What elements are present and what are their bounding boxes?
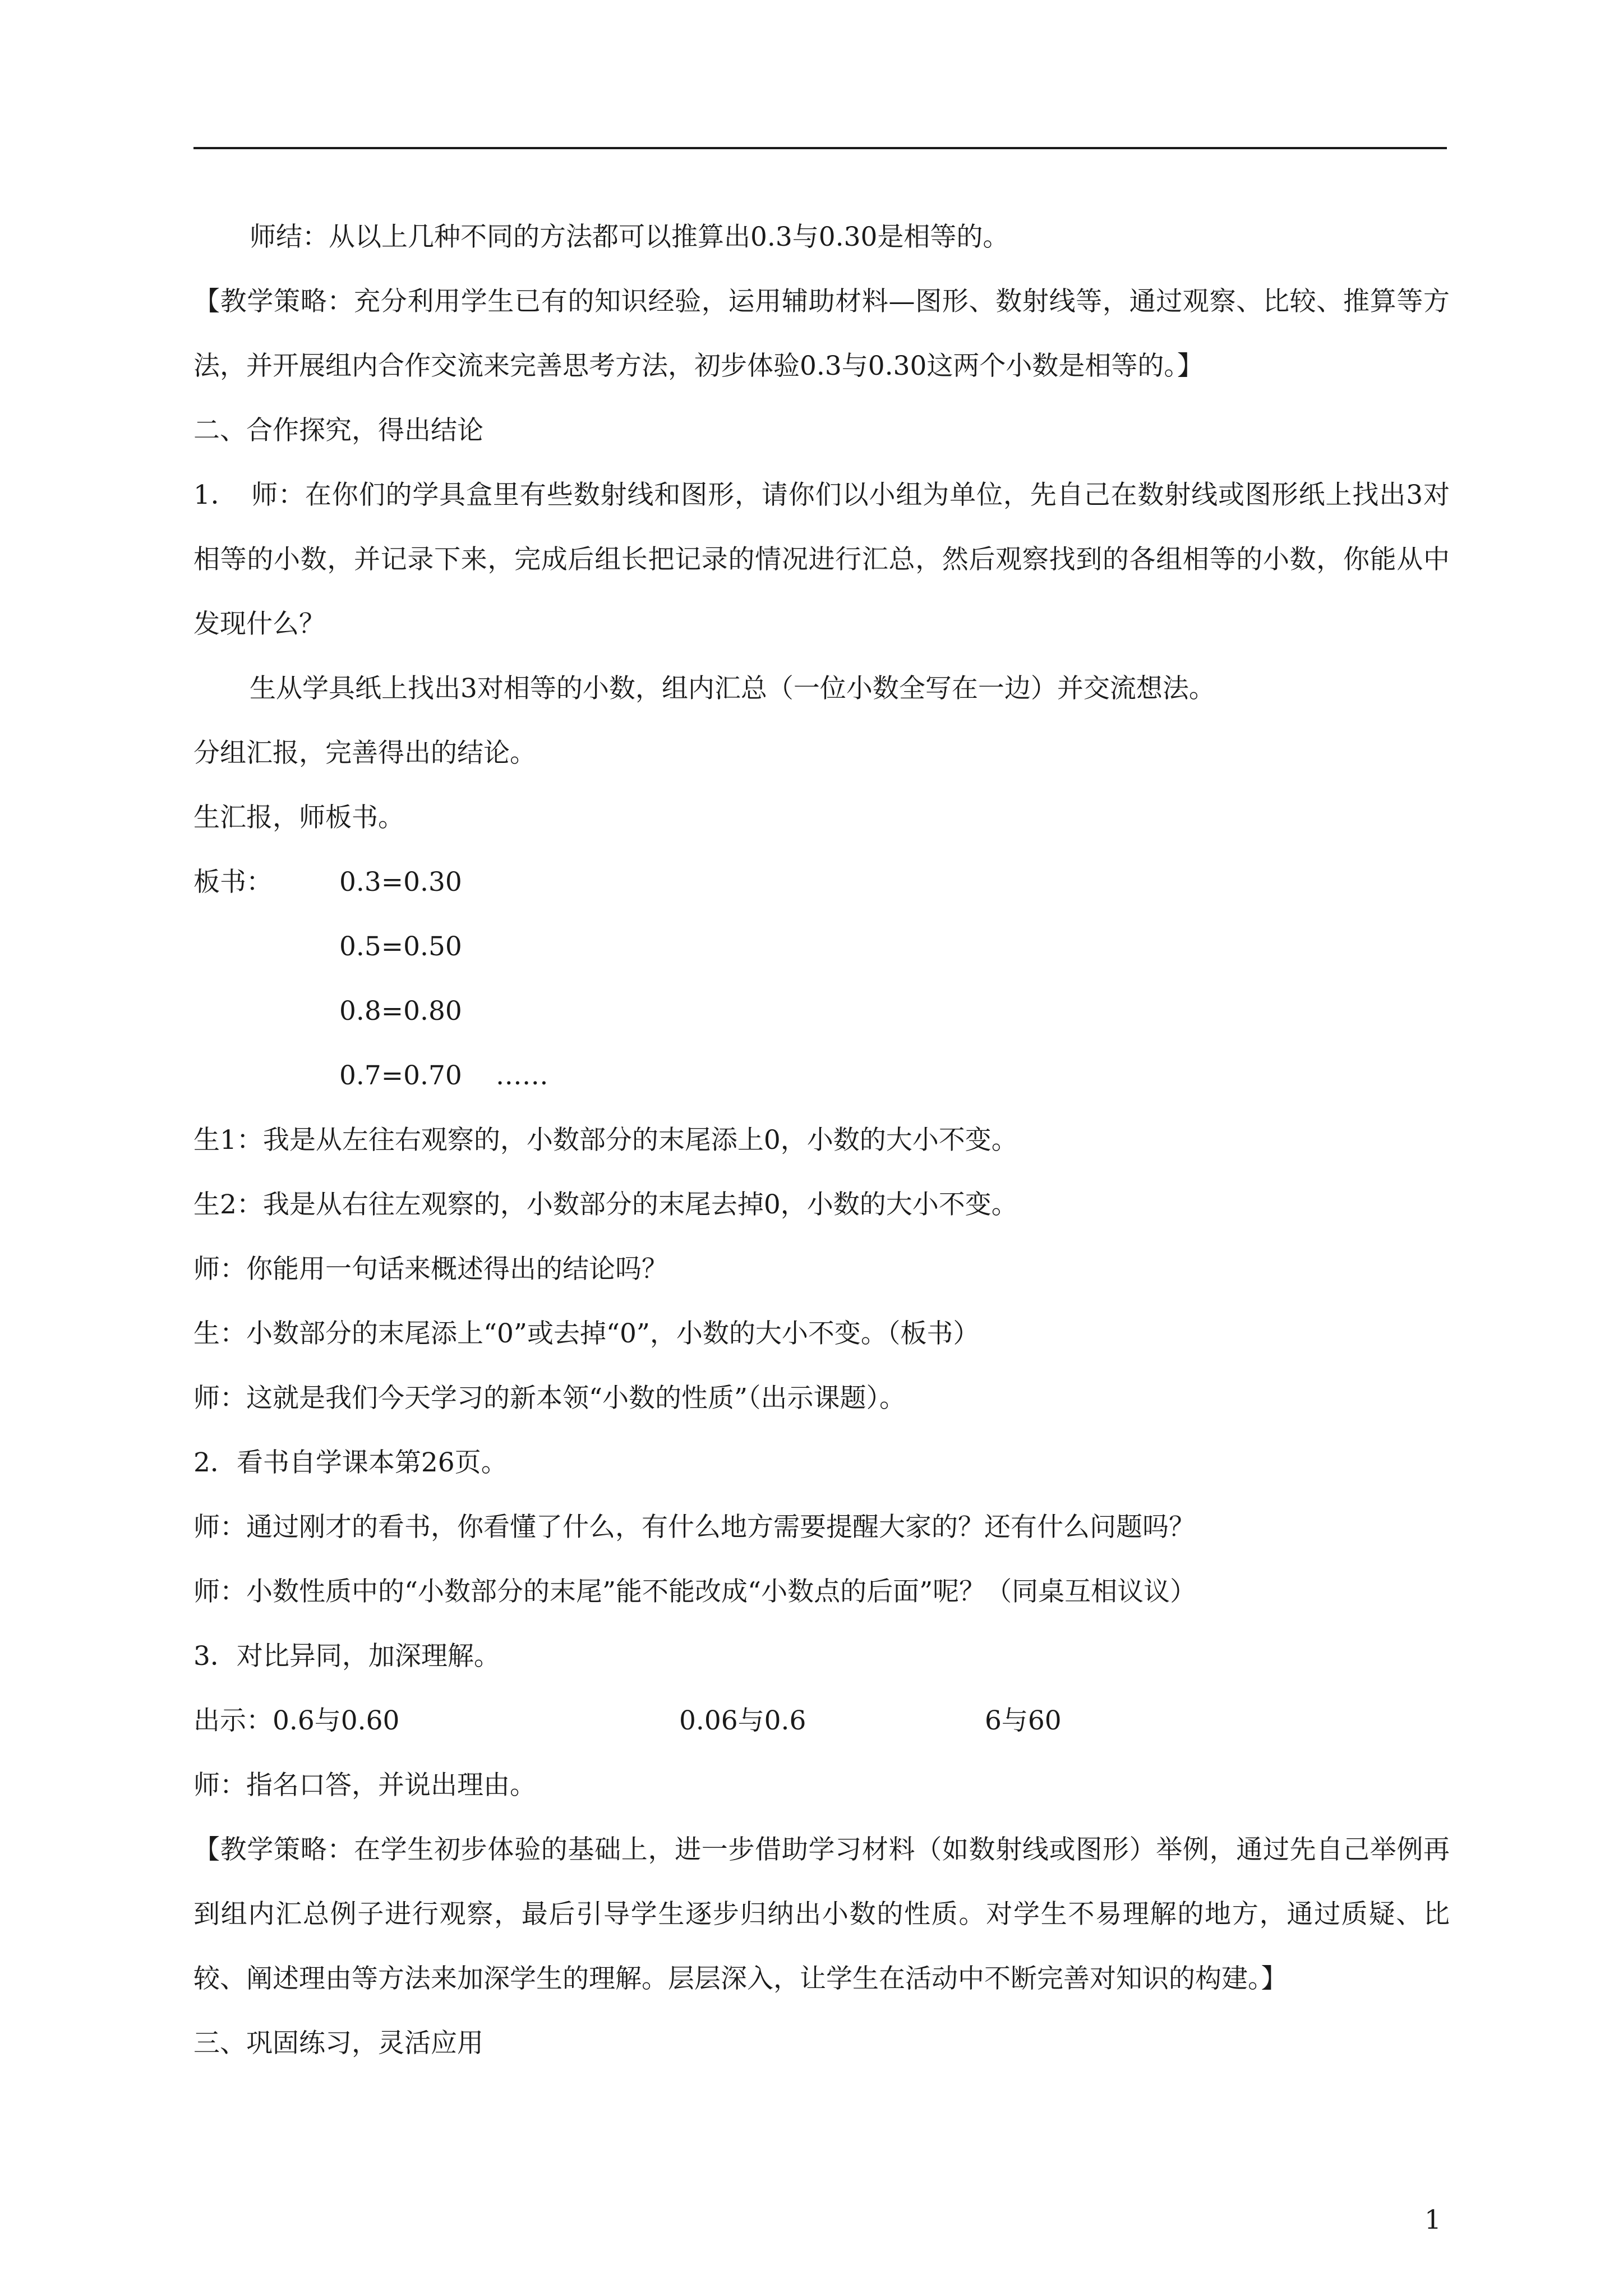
- board-equation: 0.5=0.50: [339, 931, 462, 962]
- board-label: 板书：: [193, 867, 273, 898]
- paragraph-teacher-topic: 师：这就是我们今天学习的新本领“小数的性质”（出示课题）。: [193, 1383, 906, 1414]
- board-row-2: [193, 914, 1450, 979]
- show-item: 0.06与0.6: [679, 1705, 806, 1736]
- paragraph-board-intro: 生汇报，师板书。: [193, 802, 404, 833]
- board-row-3: [193, 979, 1450, 1043]
- document-body: [193, 205, 1450, 2076]
- paragraph-teacher-question: 师：你能用一句话来概述得出的结论吗？: [193, 1254, 668, 1285]
- board-row-4: [193, 1043, 1450, 1108]
- header-rule: [193, 147, 1447, 149]
- show-label: 出示：: [193, 1705, 273, 1736]
- show-row: [193, 1688, 1450, 1753]
- board-equation: 0.7=0.70: [339, 1060, 462, 1091]
- paragraph-group-report: 分组汇报，完善得出的结论。: [193, 738, 536, 769]
- board-ellipsis: ……: [495, 1060, 548, 1091]
- board-equation: 0.3=0.30: [339, 867, 462, 898]
- paragraph-teacher-summary: 师结：从以上几种不同的方法都可以推算出0.3与0.30是相等的。: [250, 222, 1009, 252]
- paragraph-strategy-2: 【教学策略：在学生初步体验的基础上，进一步借助学习材料（如数射线或图形）举例，通过先自己举例再到组内汇总例子进行观察，最后引导学生逐步归纳出小数的性质。对学生不易理解的地方，通过质疑、比较、阐述理由等方法来加深学生的理解。层层深入，让学生在活动中不断完善对知识的构建。】: [193, 1834, 1450, 1994]
- paragraph-student-2: 生2：我是从右往左观察的，小数部分的末尾去掉0，小数的大小不变。: [193, 1189, 1018, 1220]
- board-row-1: [193, 850, 1450, 914]
- paragraph-task-1: 1． 师：在你们的学具盒里有些数射线和图形，请你们以小组为单位，先自己在数射线或图形纸上找出3对相等的小数，并记录下来，完成后组长把记录的情况进行汇总，然后观察找到的各组相等的小数，你能从中发现什么？: [193, 480, 1450, 639]
- paragraph-teacher-answer: 师：指名口答，并说出理由。: [193, 1770, 536, 1801]
- paragraph-strategy-1: 【教学策略：充分利用学生已有的知识经验，运用辅助材料—图形、数射线等，通过观察、比较、推算等方法，并开展组内合作交流来完善思考方法，初步体验0.3与0.30这两个小数是相等的。】: [193, 286, 1450, 381]
- paragraph-teacher-property: 师：小数性质中的“小数部分的末尾”能不能改成“小数点的后面”呢？（同桌互相议议）: [193, 1576, 1197, 1607]
- paragraph-student-conclusion: 生：小数部分的末尾添上“0”或去掉“0”，小数的大小不变。（板书）: [193, 1318, 980, 1349]
- page-number: 1: [1424, 2205, 1441, 2235]
- show-item: 0.6与0.60: [273, 1705, 400, 1736]
- board-equation: 0.8=0.80: [339, 996, 462, 1027]
- section-heading-3: 三、巩固练习，灵活应用: [193, 2028, 483, 2059]
- paragraph-student-1: 生1：我是从左往右观察的，小数部分的末尾添上0，小数的大小不变。: [193, 1125, 1018, 1156]
- paragraph-student-activity: 生从学具纸上找出3对相等的小数，组内汇总（一位小数全写在一边）并交流想法。: [250, 673, 1215, 704]
- section-heading-2: 二、合作探究，得出结论: [193, 415, 483, 446]
- show-item: 6与60: [985, 1705, 1062, 1736]
- paragraph-task-3: 3．对比异同，加深理解。: [193, 1641, 500, 1672]
- paragraph-teacher-reading: 师：通过刚才的看书，你看懂了什么，有什么地方需要提醒大家的？还有什么问题吗？: [193, 1512, 1195, 1543]
- paragraph-task-2: 2．看书自学课本第26页。: [193, 1447, 508, 1478]
